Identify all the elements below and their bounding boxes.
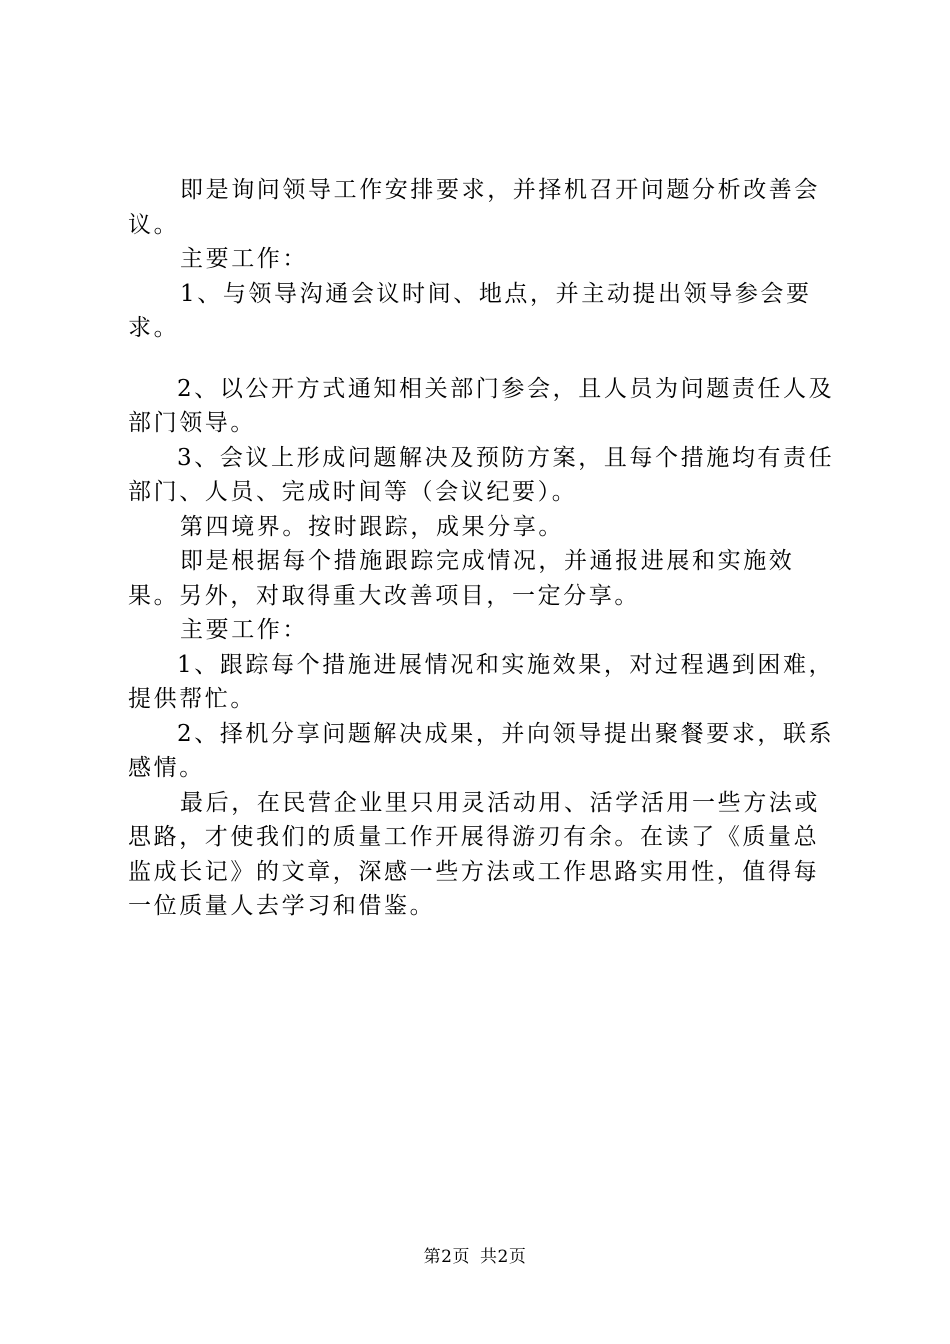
page-footer <box>0 1242 950 1267</box>
page-number-current: 第2页 <box>423 1247 470 1267</box>
paragraph-item-3: 3、会议上形成问题解决及预防方案，且每个措施均有责任部门、人员、完成时间等（会议纪要）。 <box>128 444 835 505</box>
paragraph-conclusion: 最后，在民营企业里只用灵活动用、活学活用一些方法或思路，才使我们的质量工作开展得游刃有余。在读了《质量总监成长记》的文章，深感一些方法或工作思路实用性，值得每一位质量人去学习和借鉴。 <box>128 789 820 919</box>
paragraph-item-1-tracking: 1、跟踪每个措施进展情况和实施效果，对过程遇到困难，提供帮忙。 <box>128 651 835 712</box>
paragraph-item-1: 1、与领导沟通会议时间、地点，并主动提出领导参会要求。 <box>128 280 812 341</box>
paragraph-item-2: 2、以公开方式通知相关部门参会，且人员为问题责任人及部门领导。 <box>128 375 835 436</box>
paragraph-spacer <box>128 346 840 372</box>
paragraph-main-work-heading: 主要工作： <box>180 246 308 272</box>
paragraph-intro: 即是询问领导工作安排要求，并择机召开问题分析改善会议。 <box>128 177 820 238</box>
document-body <box>128 173 840 924</box>
paragraph-fourth-level-heading: 第四境界。按时跟踪，成果分享。 <box>180 513 564 540</box>
page-number-total: 共2页 <box>480 1247 527 1267</box>
paragraph-fourth-level-desc: 即是根据每个措施跟踪完成情况，并通报进展和实施效果。另外，对取得重大改善项目，一定分享。 <box>128 548 795 609</box>
paragraph-item-2-sharing: 2、择机分享问题解决成果，并向领导提出聚餐要求，联系感情。 <box>128 720 835 781</box>
paragraph-main-work-heading-2: 主要工作： <box>180 617 308 643</box>
